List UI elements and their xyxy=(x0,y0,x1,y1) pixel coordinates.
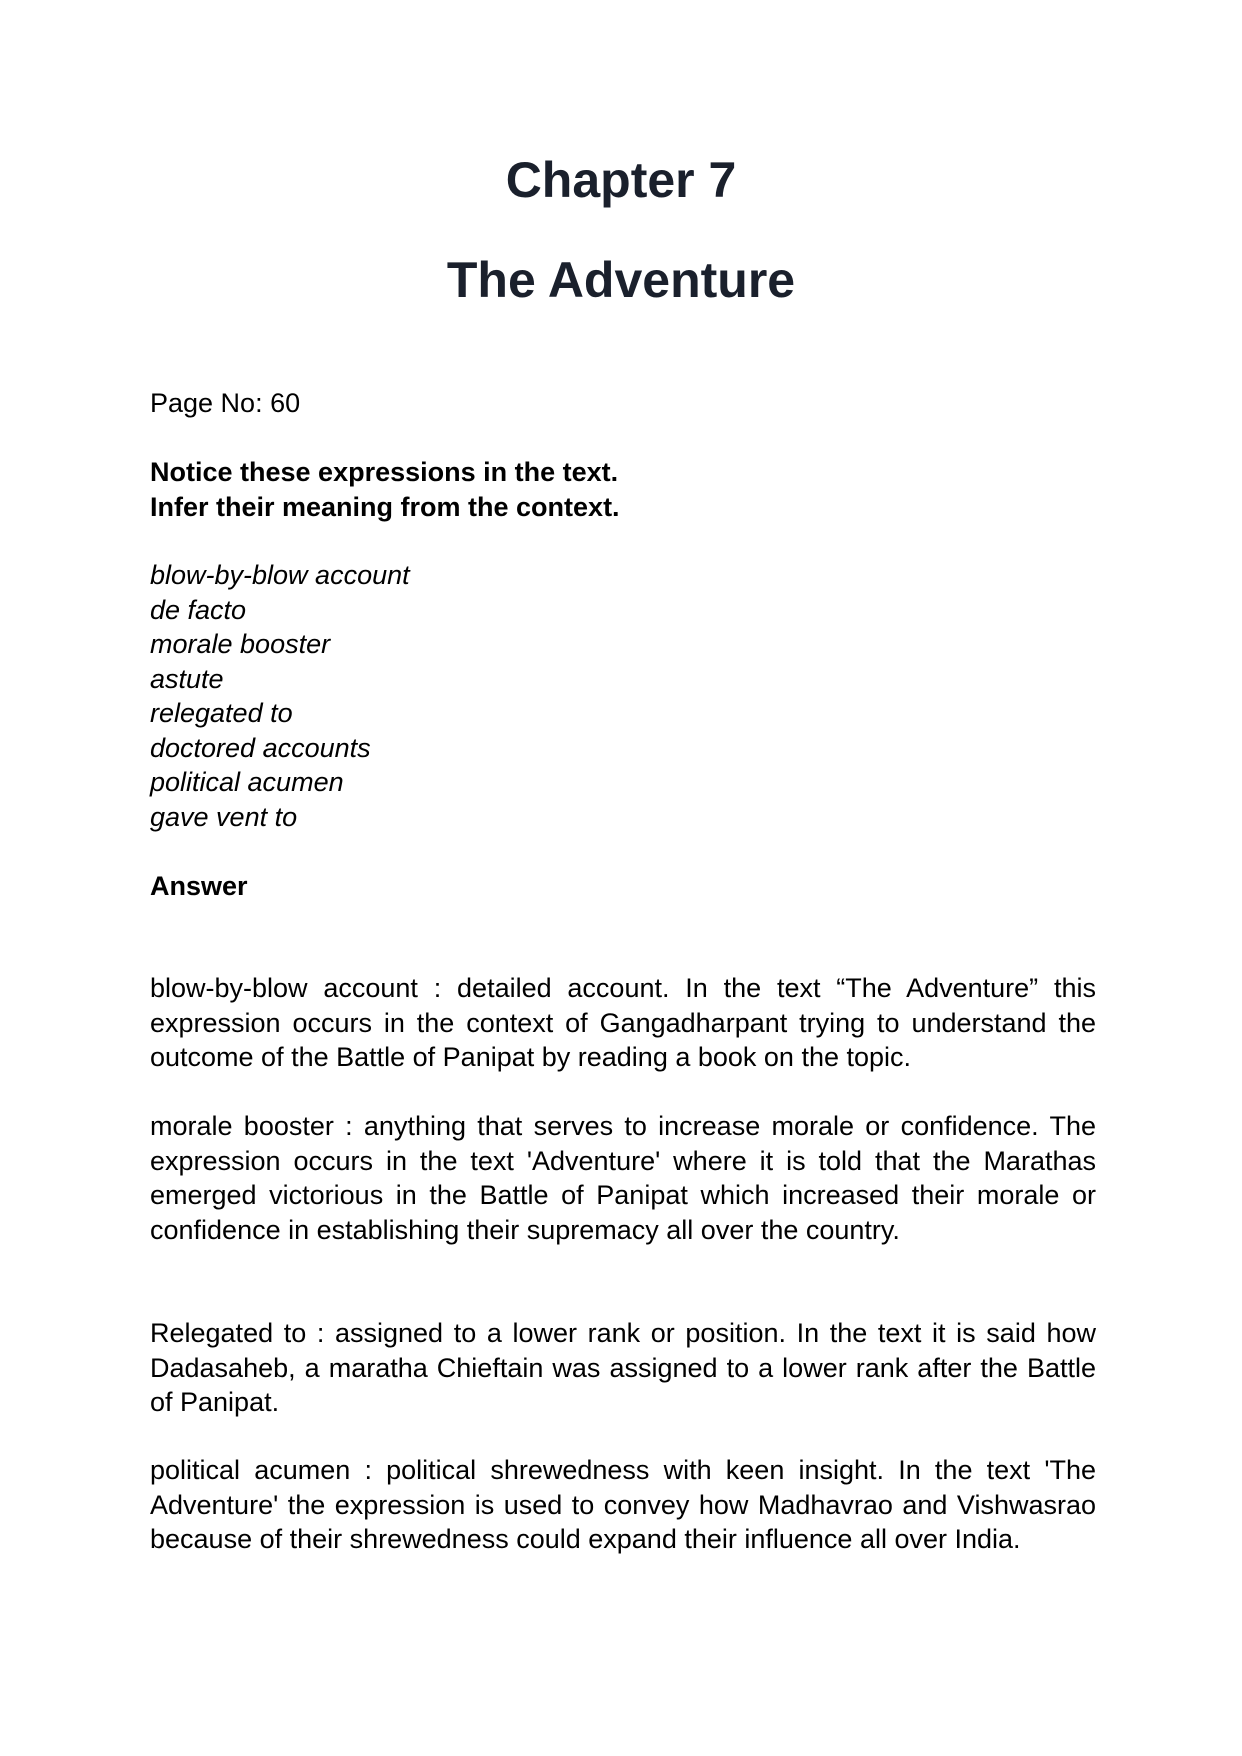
expression-list xyxy=(150,558,1096,834)
expression-item: morale booster xyxy=(150,629,331,659)
answer-paragraph: political acumen : political shrewedness with keen insight. In the text 'The Adventure' the expression is used to convey how Madhavrao and Vishwasrao because of their shrewedness could expand their influence all over India. xyxy=(150,1455,1096,1554)
expression-item: blow-by-blow account xyxy=(150,560,410,590)
answer-paragraph: blow-by-blow account : detailed account. In the text “The Adventure” this expression occurs in the context of Gangadharpant trying to understand the outcome of the Battle of Panipat by reading a book on the topic. xyxy=(150,973,1096,1072)
expression-item: political acumen xyxy=(150,767,344,797)
chapter-heading: Chapter 7 xyxy=(505,152,737,208)
instruction-line: Notice these expressions in the text. xyxy=(150,457,619,487)
chapter-title: The Adventure xyxy=(446,252,796,308)
expression-item: astute xyxy=(150,663,224,694)
page-number: Page No: 60 xyxy=(150,388,301,418)
answer-heading: Answer xyxy=(150,871,248,901)
answer-paragraph: Relegated to : assigned to a lower rank or position. In the text it is said how Dadasaheb, a maratha Chieftain was assigned to a lower rank after the Battle of Panipat. xyxy=(150,1318,1096,1417)
expression-item: gave vent to xyxy=(150,801,298,832)
expression-item: doctored accounts xyxy=(150,732,371,763)
instructions xyxy=(150,455,1096,524)
instruction-line: Infer their meaning from the context. xyxy=(150,491,620,522)
expression-item: de facto xyxy=(150,594,247,625)
expression-item: relegated to xyxy=(150,698,293,728)
answer-paragraph: morale booster : anything that serves to increase morale or confidence. The expression occurs in the text 'Adventure' where it is told that the Marathas emerged victorious in the Battle of Panipat which increased their morale or confidence in establishing their supremacy all over the country. xyxy=(150,1111,1096,1245)
